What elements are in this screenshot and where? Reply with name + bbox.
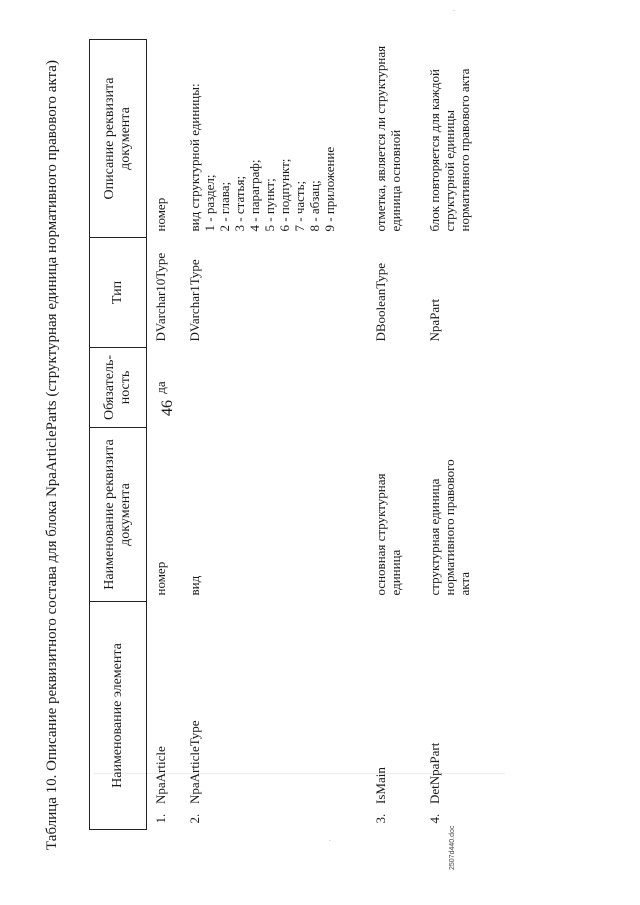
required-cell (367, 348, 421, 428)
element-name: IsMain (372, 767, 388, 804)
type-cell: DVarchar10Type (153, 252, 168, 342)
requisite-cell: номер (153, 561, 168, 596)
table-row (181, 40, 367, 830)
rotated-page (35, 9, 505, 870)
type-cell: NpaPart (426, 298, 442, 342)
requisites-table (89, 39, 491, 830)
description-cell: номер (153, 197, 168, 232)
row-number: 3. (372, 813, 388, 824)
description-cell: отметка, является ли структурная единица основной (372, 45, 403, 232)
row-number: 2. (186, 813, 202, 824)
required-cell (181, 348, 367, 428)
required-cell: да (153, 381, 168, 394)
element-name: DetNpaPart (426, 742, 442, 804)
element-cell (181, 602, 367, 830)
description-text: вид структурной единицы: (186, 83, 202, 232)
scan-dot: · (325, 839, 335, 842)
header-element-name: Наименование элемента (90, 602, 147, 830)
type-cell: DBooleanType (372, 262, 388, 342)
table-header-row (90, 40, 147, 830)
unit-type-item: 9 - приложение (321, 146, 337, 232)
table-row (421, 40, 491, 830)
unit-type-item: 7 - часть; (291, 180, 307, 232)
header-required: Обязатель-ность (90, 348, 147, 428)
table-row (367, 40, 421, 830)
table-title: Таблица 10. Описание реквизитного состава для блока NpaArticleParts (структурная единица нормативного правового акта) (44, 60, 60, 850)
page-number: 46 (159, 400, 176, 416)
type-cell: DVarchar1Type (186, 259, 202, 342)
unit-type-item: 1 - раздел; (201, 174, 217, 232)
unit-type-item: 3 - статья; (231, 175, 247, 232)
requisite-cell: вид (186, 575, 202, 596)
unit-type-item: 6 - подпункт; (276, 158, 292, 232)
header-type: Тип (90, 238, 147, 348)
table-row (147, 40, 181, 830)
element-cell (367, 602, 421, 830)
row-number: 4. (426, 813, 442, 824)
unit-type-item: 4 - параграф; (246, 159, 262, 232)
scan-dot: · (449, 9, 459, 12)
requisite-cell: структурная единица нормативного правового акта (426, 459, 472, 596)
requisite-cell: основная структурная единица (372, 473, 403, 596)
element-cell (147, 602, 181, 830)
required-cell (421, 348, 491, 428)
unit-type-item: 5 - пункт; (261, 178, 277, 232)
row-number: 1. (153, 813, 168, 824)
header-description: Описание реквизита документа (90, 40, 147, 238)
element-cell (421, 602, 491, 830)
unit-type-item: 8 - абзац; (306, 180, 322, 232)
header-requisite-name: Наименование реквизита документа (90, 428, 147, 602)
element-name: NpaArticleType (186, 720, 202, 804)
description-cell: блок повторяется для каждой структурной единицы нормативного правового акта (426, 68, 472, 232)
unit-type-item: 2 - глава; (216, 181, 232, 232)
element-name: NpaArticle (153, 746, 168, 804)
description-cell (181, 40, 367, 238)
file-footer: 2507d440.doc (449, 825, 456, 870)
